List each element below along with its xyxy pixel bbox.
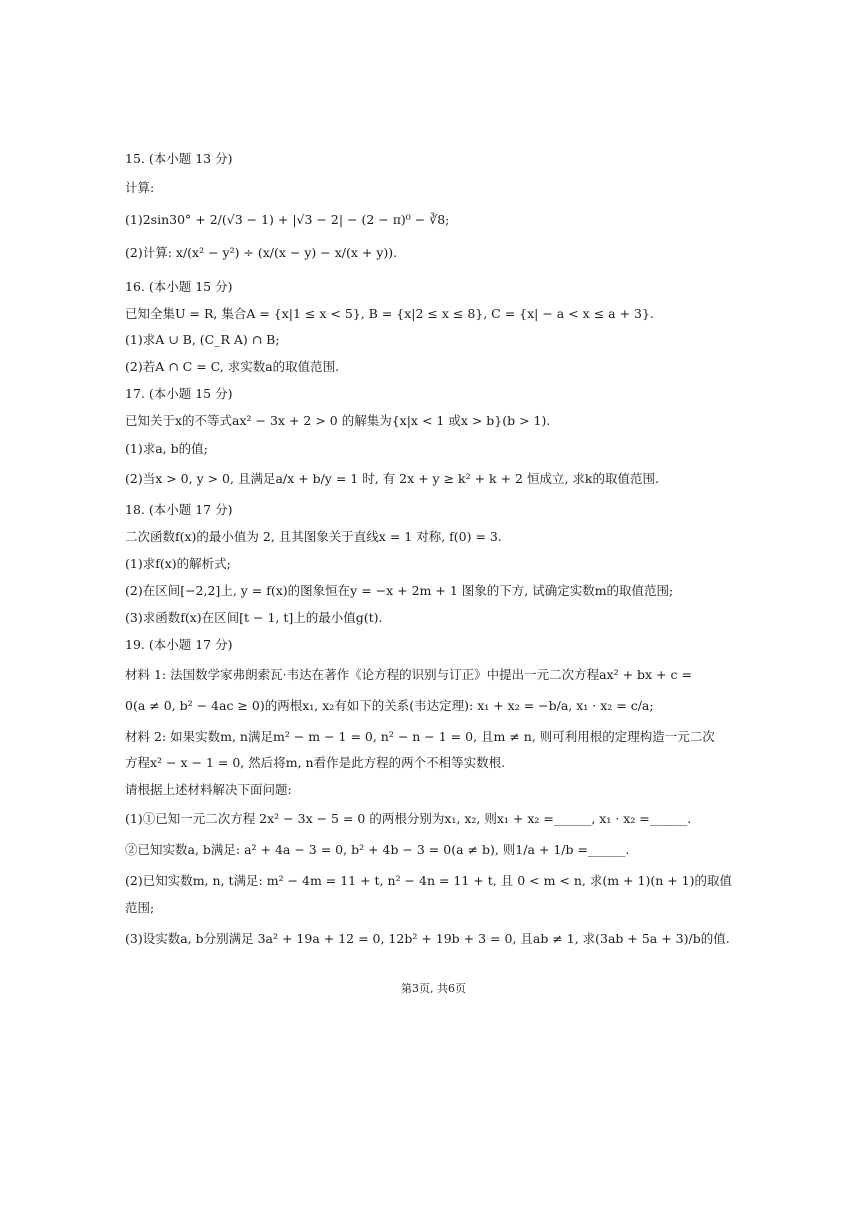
- q19-part2-line1: (2)已知实数m, n, t满足: m² − 4m = 11 + t, n² − 4n = 11 + t, 且 0 < m < n, 求(m + 1)(n + 1)的取值: [125, 873, 732, 888]
- q19-heading: 19. (本小题 17 分): [125, 637, 233, 652]
- q16-heading: 16. (本小题 15 分): [125, 279, 233, 294]
- q19-prompt: 请根据上述材料解决下面问题:: [125, 782, 292, 797]
- q15-part2: (2)计算: x/(x² − y²) ÷ (x/(x − y) − x/(x + y)).: [125, 245, 398, 260]
- q15-part1: (1)2sin30° + 2/(√3 − 1) + |√3 − 2| − (2 − π)⁰ − ∛8;: [125, 212, 450, 227]
- q19-part1a: (1)①已知一元二次方程 2x² − 3x − 5 = 0 的两根分别为x₁, x₂, 则x₁ + x₂ =______, x₁ · x₂ =______.: [125, 811, 692, 826]
- q17-heading: 17. (本小题 15 分): [125, 386, 233, 401]
- q17-part1: (1)求a, b的值;: [125, 441, 208, 456]
- q19-part1b: ②已知实数a, b满足: a² + 4a − 3 = 0, b² + 4b − 3 = 0(a ≠ b), 则1/a + 1/b =______.: [125, 842, 630, 857]
- q18-intro: 二次函数f(x)的最小值为 2, 且其图象关于直线x = 1 对称, f(0) = 3.: [125, 529, 502, 544]
- q18-heading: 18. (本小题 17 分): [125, 502, 233, 517]
- q19-material1-line1: 材料 1: 法国数学家弗朗索瓦·韦达在著作《论方程的识别与订正》中提出一元二次方程ax² + bx + c =: [125, 667, 692, 682]
- page-footer: 第3页, 共6页: [401, 982, 466, 995]
- q15-heading: 15. (本小题 13 分): [125, 151, 233, 166]
- q16-intro: 已知全集U = R, 集合A = {x|1 ≤ x < 5}, B = {x|2 ≤ x ≤ 8}, C = {x| − a < x ≤ a + 3}.: [125, 306, 654, 321]
- q19-material1-line2: 0(a ≠ 0, b² − 4ac ≥ 0)的两根x₁, x₂有如下的关系(韦达定理): x₁ + x₂ = −b/a, x₁ · x₂ = c/a;: [125, 698, 654, 713]
- q16-part1: (1)求A ∪ B, (C_R A) ∩ B;: [125, 332, 280, 347]
- q17-intro: 已知关于x的不等式ax² − 3x + 2 > 0 的解集为{x|x < 1 或x > b}(b > 1).: [125, 413, 551, 428]
- q19-part2-line2: 范围;: [125, 900, 155, 915]
- q15-intro: 计算:: [125, 180, 155, 195]
- q19-material2-line2: 方程x² − x − 1 = 0, 然后将m, n看作是此方程的两个不相等实数根.: [125, 755, 506, 770]
- q18-part1: (1)求f(x)的解析式;: [125, 556, 231, 571]
- q18-part2: (2)在区间[−2,2]上, y = f(x)的图象恒在y = −x + 2m + 1 图象的下方, 试确定实数m的取值范围;: [125, 583, 674, 598]
- q19-part3: (3)设实数a, b分别满足 3a² + 19a + 12 = 0, 12b² + 19b + 3 = 0, 且ab ≠ 1, 求(3ab + 5a + 3)/b的值.: [125, 931, 730, 946]
- q19-material2-line1: 材料 2: 如果实数m, n满足m² − m − 1 = 0, n² − n − 1 = 0, 且m ≠ n, 则可利用根的定理构造一元二次: [125, 729, 715, 744]
- q16-part2: (2)若A ∩ C = C, 求实数a的取值范围.: [125, 359, 340, 374]
- q18-part3: (3)求函数f(x)在区间[t − 1, t]上的最小值g(t).: [125, 610, 383, 625]
- q17-part2: (2)当x > 0, y > 0, 且满足a/x + b/y = 1 时, 有 2x + y ≥ k² + k + 2 恒成立, 求k的取值范围.: [125, 471, 659, 486]
